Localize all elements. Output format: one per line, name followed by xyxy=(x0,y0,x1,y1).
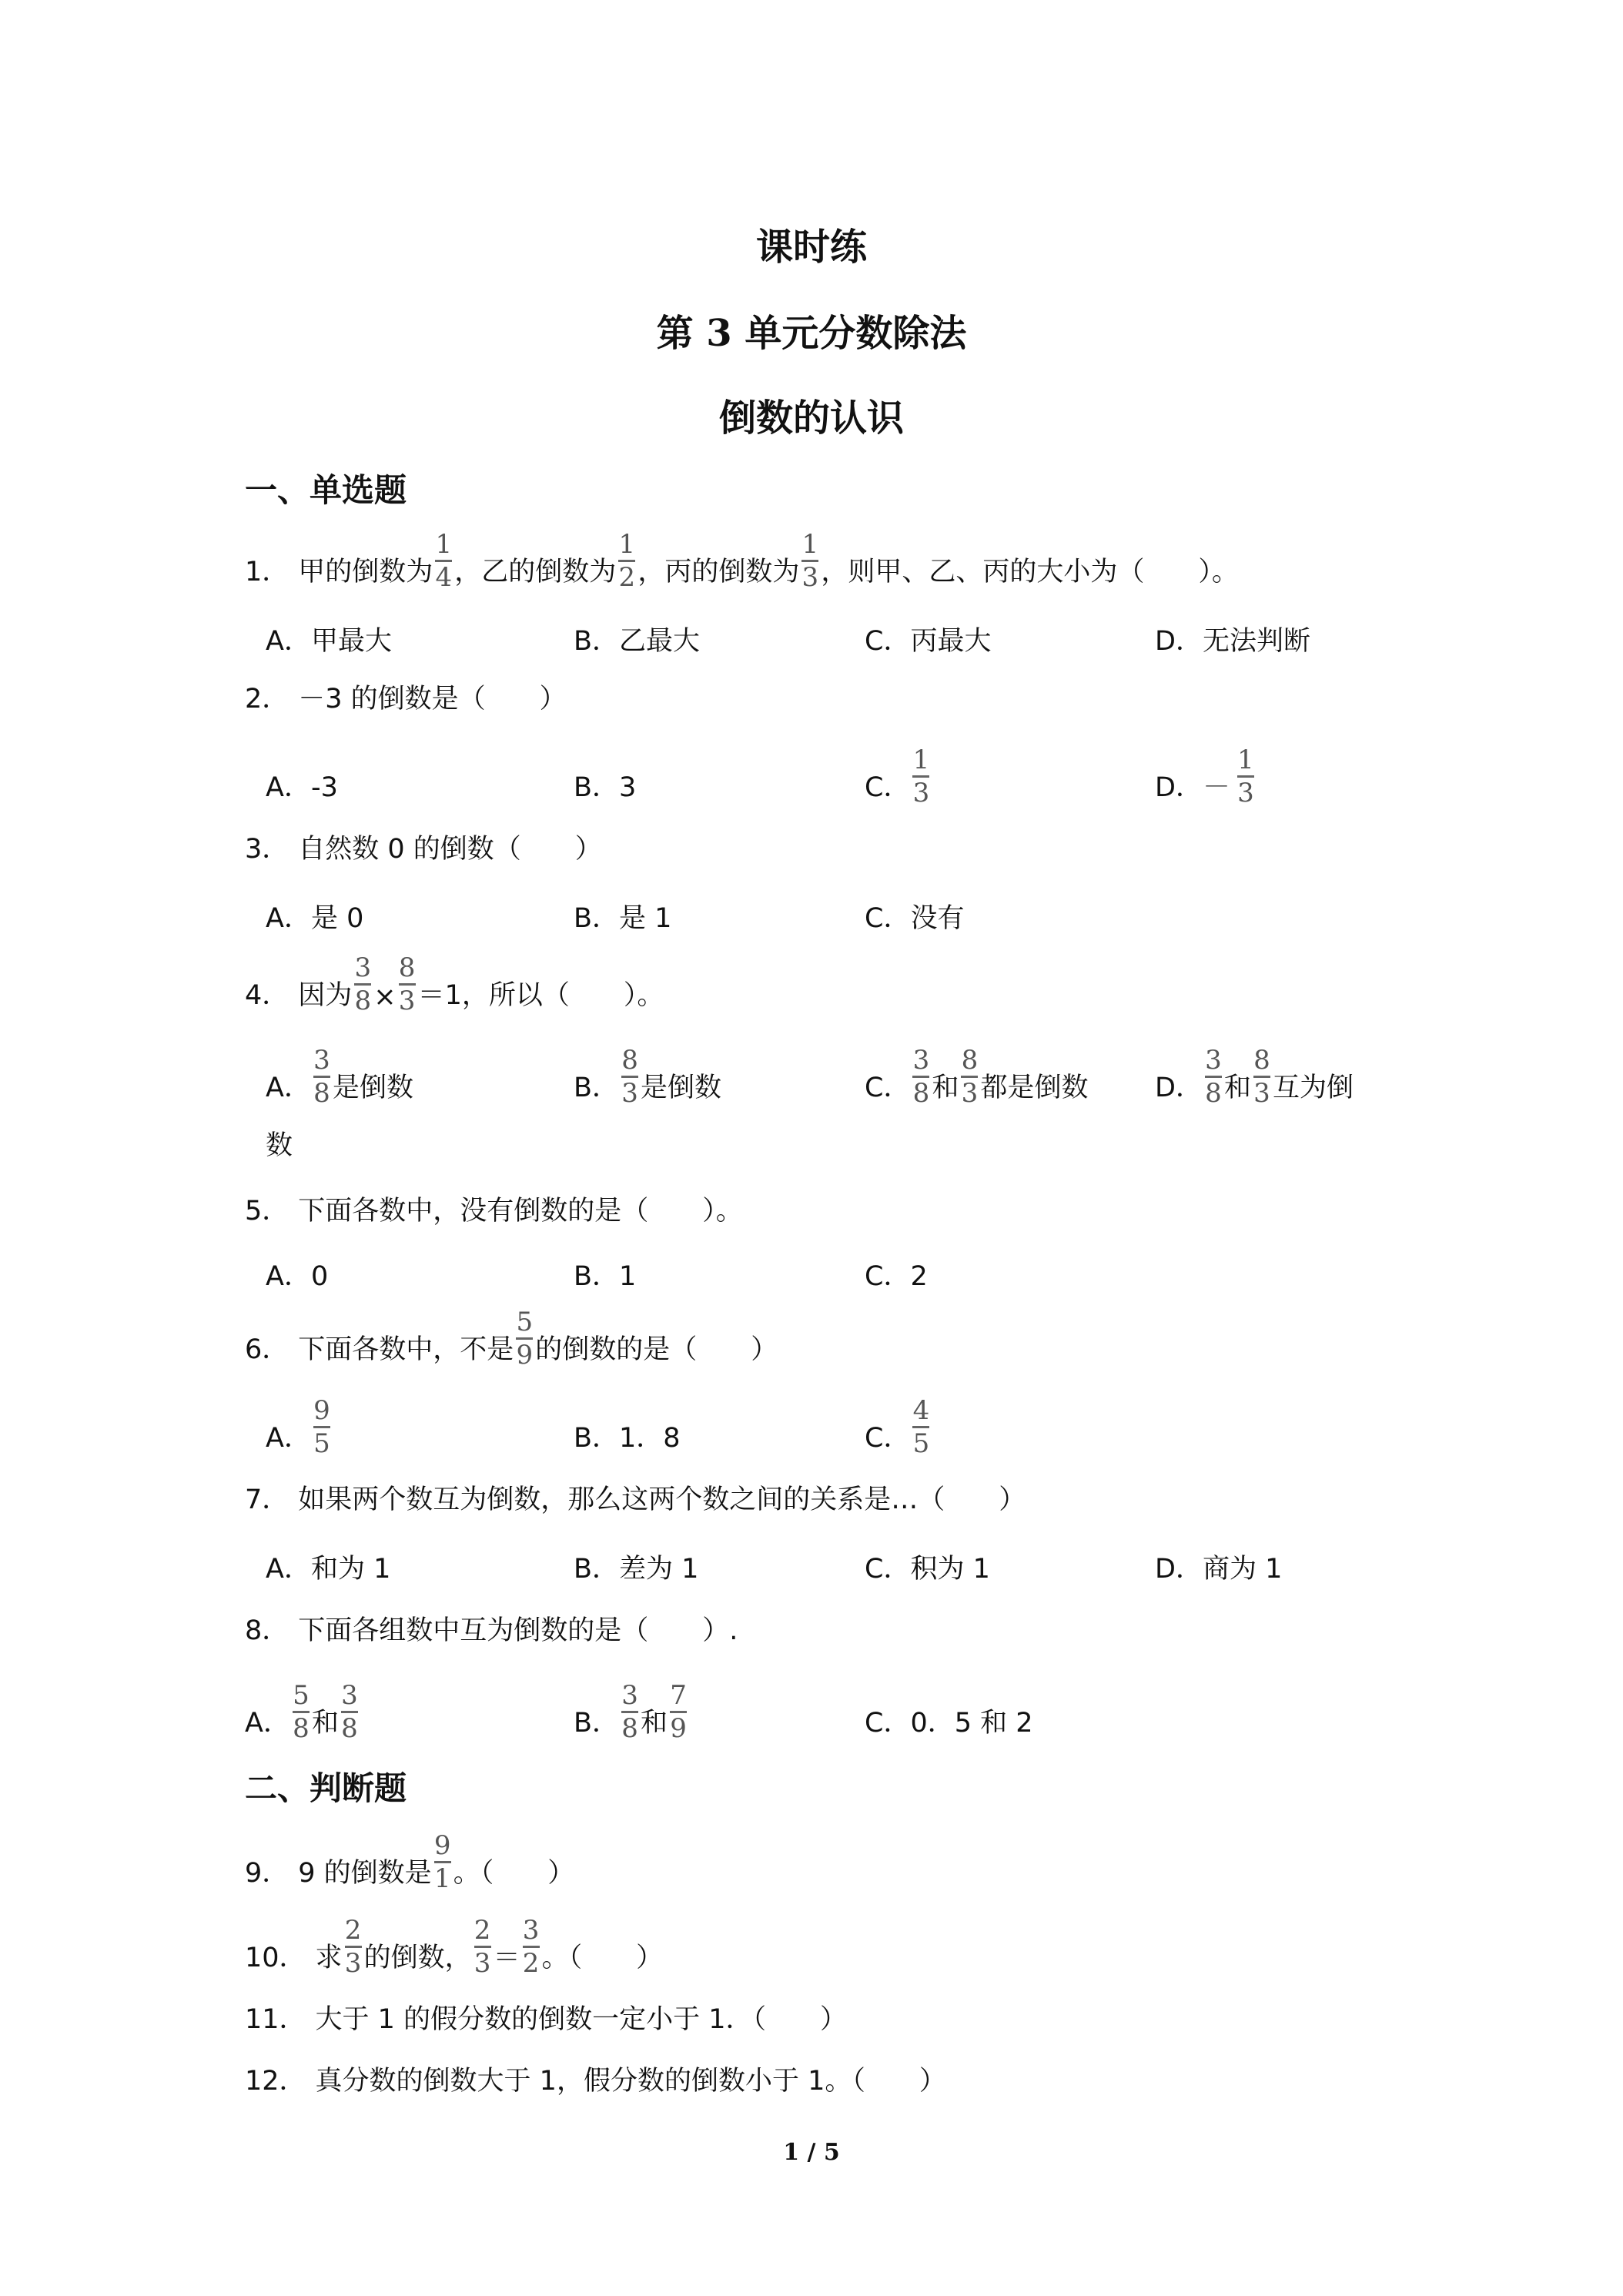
option-b[interactable]: B．差为 1 xyxy=(574,1554,699,1585)
question-4-options xyxy=(266,1036,1574,1109)
question-number: 11． xyxy=(245,2004,306,2035)
question-6-options xyxy=(266,1386,1574,1459)
option-a[interactable]: A．-3 xyxy=(266,772,338,803)
question-number: 2． xyxy=(245,684,289,715)
numerator: 9 xyxy=(313,1395,330,1426)
question-3-options xyxy=(266,866,1574,935)
fraction xyxy=(345,1916,362,1978)
option-text: 是倒数 xyxy=(641,1073,722,1103)
numerator: 3 xyxy=(522,1915,540,1946)
question-text: 下面各数中，不是 xyxy=(298,1334,514,1365)
denominator: 4 xyxy=(435,562,453,593)
option-label: A． xyxy=(266,1423,311,1454)
fraction xyxy=(1253,1046,1270,1108)
numerator: 8 xyxy=(1253,1045,1270,1076)
question-number: 8． xyxy=(245,1615,289,1646)
numerator: 3 xyxy=(341,1680,358,1711)
fraction xyxy=(801,530,818,592)
fraction xyxy=(341,1681,358,1743)
question-text: 。（ ） xyxy=(453,1858,575,1889)
multiply-sign: × xyxy=(373,982,397,1012)
numerator: 3 xyxy=(1205,1045,1222,1076)
option-a[interactable] xyxy=(266,1386,333,1459)
equals-sign: ＝ xyxy=(493,1943,520,1973)
fraction xyxy=(399,953,416,1016)
worksheet-title: 课时练 xyxy=(755,226,867,269)
question-text: ，乙的倒数为 xyxy=(454,557,617,587)
question-2 xyxy=(245,654,567,716)
option-a[interactable] xyxy=(266,1036,413,1109)
option-text: 和 xyxy=(641,1708,668,1739)
question-number: 9． xyxy=(245,1858,289,1889)
denominator: 9 xyxy=(516,1340,534,1371)
denominator: 5 xyxy=(912,1428,930,1459)
option-c[interactable] xyxy=(865,1036,1089,1109)
question-8-options xyxy=(245,1671,1554,1744)
option-b[interactable] xyxy=(574,1671,689,1744)
question-number: 10． xyxy=(245,1943,306,1973)
question-4 xyxy=(245,951,664,1016)
question-10 xyxy=(245,1913,664,1979)
numerator: 1 xyxy=(912,745,930,775)
option-a[interactable]: A．0 xyxy=(266,1261,329,1292)
fraction xyxy=(618,530,635,592)
option-a[interactable]: A．是 0 xyxy=(266,903,364,934)
numerator: 8 xyxy=(398,952,416,983)
question-text: 甲的倒数为 xyxy=(298,557,433,587)
question-number: 3． xyxy=(245,834,289,865)
numerator: 8 xyxy=(621,1045,638,1076)
denominator: 2 xyxy=(618,562,636,593)
option-label: B． xyxy=(574,1708,620,1739)
denominator: 2 xyxy=(522,1948,540,1979)
option-label: C． xyxy=(865,1073,911,1103)
question-text: 的倒数， xyxy=(363,1943,472,1973)
denominator: 3 xyxy=(1237,778,1254,808)
option-c[interactable]: C．积为 1 xyxy=(865,1554,990,1585)
option-c[interactable] xyxy=(865,1386,932,1459)
question-2-options xyxy=(266,735,1574,808)
numerator: 1 xyxy=(1237,745,1254,775)
numerator: 2 xyxy=(474,1915,491,1946)
option-a[interactable] xyxy=(245,1671,360,1744)
fraction xyxy=(434,1831,451,1893)
option-text: 和 xyxy=(1223,1073,1251,1103)
fraction xyxy=(354,953,371,1016)
option-text: 和 xyxy=(932,1073,959,1103)
option-text: 是倒数 xyxy=(332,1073,413,1103)
option-c[interactable]: C．2 xyxy=(865,1261,928,1292)
option-c[interactable]: C．0．5 和 2 xyxy=(865,1708,1033,1739)
denominator: 1 xyxy=(433,1863,451,1894)
numerator: 2 xyxy=(344,1915,362,1946)
numerator: 3 xyxy=(621,1680,638,1711)
question-7 xyxy=(245,1455,1026,1517)
page-number: 1 / 5 xyxy=(783,2139,840,2166)
denominator: 3 xyxy=(474,1948,491,1979)
question-5 xyxy=(245,1166,743,1228)
question-text: ＝1，所以（ ）。 xyxy=(417,980,664,1011)
question-text: 真分数的倒数大于 1，假分数的倒数小于 1。（ ） xyxy=(315,2066,946,2097)
option-d[interactable]: D．无法判断 xyxy=(1155,626,1310,657)
option-b[interactable]: B．1 xyxy=(574,1261,637,1292)
option-text: 互为倒 xyxy=(1272,1073,1354,1103)
denominator: 3 xyxy=(621,1078,638,1109)
option-b[interactable]: B．1．8 xyxy=(574,1423,681,1454)
option-d-continuation xyxy=(266,1101,293,1163)
denominator: 3 xyxy=(344,1948,362,1979)
denominator: 8 xyxy=(341,1713,358,1744)
question-7-options xyxy=(266,1517,1574,1586)
question-text: 9 的倒数是 xyxy=(298,1858,432,1889)
numerator: 5 xyxy=(293,1680,310,1711)
option-label: A． xyxy=(266,1073,311,1103)
lesson-title: 倒数的认识 xyxy=(718,397,904,440)
option-text: 都是倒数 xyxy=(980,1073,1089,1103)
fraction xyxy=(516,1307,533,1370)
question-text: 下面各组数中互为倒数的是（ ）. xyxy=(298,1615,738,1646)
fraction xyxy=(621,1046,638,1108)
question-text: ，丙的倒数为 xyxy=(637,557,800,587)
option-b[interactable]: B．是 1 xyxy=(574,903,672,934)
fraction xyxy=(474,1916,491,1978)
option-text: 数 xyxy=(266,1130,293,1161)
denominator: 8 xyxy=(293,1713,310,1744)
question-number: 1． xyxy=(245,557,289,587)
question-text: 大于 1 的假分数的倒数一定小于 1．（ ） xyxy=(315,2004,847,2035)
numerator: 3 xyxy=(313,1045,330,1076)
option-label: C． xyxy=(865,1423,911,1454)
fraction xyxy=(523,1916,540,1978)
question-1 xyxy=(245,527,1239,593)
option-label: D． xyxy=(1155,772,1203,803)
fraction xyxy=(912,745,929,808)
fraction xyxy=(1205,1046,1222,1108)
minus-sign: － xyxy=(1202,771,1230,803)
option-text: 和 xyxy=(311,1708,339,1739)
numerator: 9 xyxy=(433,1830,451,1861)
option-b[interactable]: B．3 xyxy=(574,772,637,803)
numerator: 1 xyxy=(618,529,636,560)
numerator: 5 xyxy=(516,1307,534,1337)
option-c[interactable]: C．没有 xyxy=(865,903,965,934)
fraction xyxy=(313,1046,330,1108)
question-text: 下面各数中，没有倒数的是（ ）。 xyxy=(298,1196,743,1227)
question-text: 求 xyxy=(315,1943,343,1973)
denominator: 3 xyxy=(912,778,930,808)
question-text: 。（ ） xyxy=(541,1943,664,1973)
fraction xyxy=(313,1396,330,1458)
question-text: 因为 xyxy=(298,980,353,1011)
numerator: 1 xyxy=(435,529,453,560)
section-heading-true-false: 二、判断题 xyxy=(245,1769,407,1807)
option-a[interactable]: A．和为 1 xyxy=(266,1554,391,1585)
option-c[interactable] xyxy=(865,735,932,808)
fraction xyxy=(912,1396,929,1458)
option-b[interactable] xyxy=(574,1036,722,1109)
option-label: C． xyxy=(865,772,911,803)
option-b[interactable]: B．乙最大 xyxy=(574,626,701,657)
denominator: 8 xyxy=(313,1078,330,1109)
denominator: 3 xyxy=(801,562,819,593)
option-d[interactable] xyxy=(1155,1036,1354,1109)
denominator: 8 xyxy=(1205,1078,1222,1109)
question-9 xyxy=(245,1829,575,1894)
question-number: 4． xyxy=(245,980,289,1011)
question-number: 5． xyxy=(245,1196,289,1227)
question-8 xyxy=(245,1586,738,1648)
numerator: 8 xyxy=(961,1045,979,1076)
option-label: A． xyxy=(245,1708,290,1739)
denominator: 9 xyxy=(670,1713,687,1744)
question-number: 6． xyxy=(245,1334,289,1365)
question-text: 自然数 0 的倒数（ ） xyxy=(298,834,602,865)
fraction xyxy=(912,1046,929,1108)
numerator: 7 xyxy=(670,1680,687,1711)
option-d[interactable] xyxy=(1155,735,1257,808)
fraction xyxy=(961,1046,978,1108)
fraction xyxy=(293,1681,310,1743)
option-label: B． xyxy=(574,1073,620,1103)
question-number: 12． xyxy=(245,2066,306,2097)
question-text: 如果两个数互为倒数，那么这两个数之间的关系是…（ ） xyxy=(298,1484,1026,1515)
fraction xyxy=(435,530,452,592)
option-c[interactable]: C．丙最大 xyxy=(865,626,992,657)
section-heading-single-choice: 一、单选题 xyxy=(245,471,407,509)
denominator: 8 xyxy=(621,1713,638,1744)
numerator: 4 xyxy=(912,1395,930,1426)
fraction xyxy=(670,1681,687,1743)
numerator: 3 xyxy=(354,952,372,983)
denominator: 5 xyxy=(313,1428,330,1459)
question-number: 7． xyxy=(245,1484,289,1515)
question-3 xyxy=(245,805,602,866)
question-6 xyxy=(245,1305,778,1371)
denominator: 3 xyxy=(398,986,416,1016)
option-d[interactable]: D．商为 1 xyxy=(1155,1554,1283,1585)
numerator: 3 xyxy=(912,1045,930,1076)
option-a[interactable]: A．甲最大 xyxy=(266,626,392,657)
question-1-options xyxy=(266,589,1574,658)
fraction xyxy=(621,1681,638,1743)
denominator: 8 xyxy=(354,986,372,1016)
denominator: 3 xyxy=(1253,1078,1270,1109)
question-text: 的倒数的是（ ） xyxy=(535,1334,778,1365)
question-text: －3 的倒数是（ ） xyxy=(298,684,567,715)
question-5-options xyxy=(266,1224,1574,1294)
fraction xyxy=(1237,745,1254,808)
numerator: 1 xyxy=(801,529,819,560)
unit-title: 第 3 单元分数除法 xyxy=(656,312,967,355)
denominator: 8 xyxy=(912,1078,930,1109)
question-text: ，则甲、乙、丙的大小为（ ）。 xyxy=(821,557,1239,587)
denominator: 3 xyxy=(961,1078,979,1109)
option-label: D． xyxy=(1155,1073,1203,1103)
question-12 xyxy=(245,2037,946,2098)
question-11 xyxy=(245,1975,847,2037)
